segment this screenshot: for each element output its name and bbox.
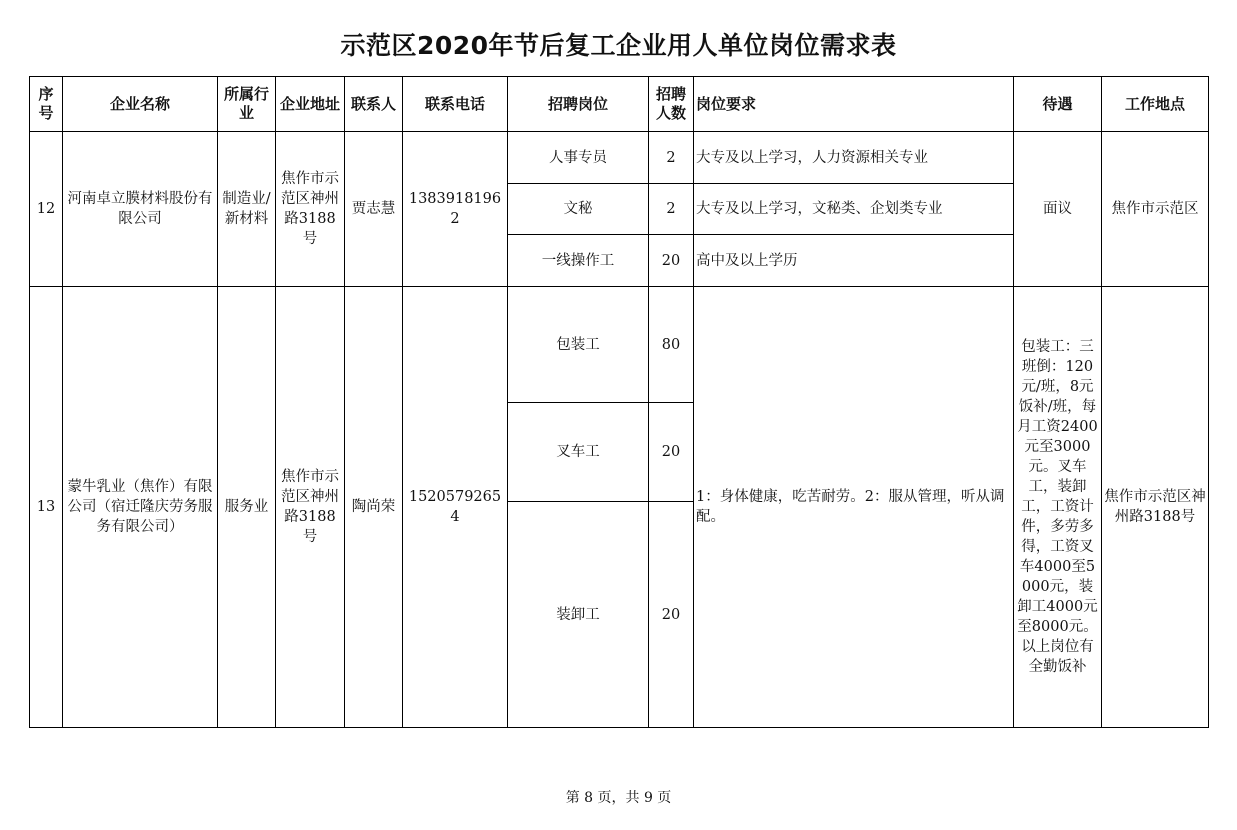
company-contact: 陶尚荣	[345, 287, 403, 728]
position-count: 2	[649, 184, 694, 235]
company-industry: 服务业	[218, 287, 276, 728]
position-requirement: 高中及以上学历	[694, 235, 1014, 287]
company-location: 焦作市示范区	[1102, 132, 1209, 287]
position-post: 文秘	[508, 184, 649, 235]
row-no: 13	[30, 287, 63, 728]
position-count: 2	[649, 132, 694, 184]
position-count: 20	[649, 235, 694, 287]
table-row	[30, 132, 1209, 184]
company-treatment: 面议	[1014, 132, 1102, 287]
company-phone: 15205792654	[403, 287, 508, 728]
col-header-treatment: 待遇	[1014, 77, 1102, 132]
col-header-industry: 所属行业	[218, 77, 276, 132]
position-requirement: 大专及以上学习，文秘类、企划类专业	[694, 184, 1014, 235]
position-requirement: 大专及以上学习，人力资源相关专业	[694, 132, 1014, 184]
company-phone: 13839181962	[403, 132, 508, 287]
position-requirement: 1：身体健康，吃苦耐劳。2：服从管理，听从调配。	[694, 287, 1014, 728]
col-header-address: 企业地址	[276, 77, 345, 132]
col-header-requirement: 岗位要求	[694, 77, 1014, 132]
job-demand-table	[29, 76, 1209, 728]
col-header-location: 工作地点	[1102, 77, 1209, 132]
position-post: 装卸工	[508, 502, 649, 728]
col-header-contact: 联系人	[345, 77, 403, 132]
position-count: 80	[649, 287, 694, 403]
company-contact: 贾志慧	[345, 132, 403, 287]
col-header-company: 企业名称	[63, 77, 218, 132]
col-header-post: 招聘岗位	[508, 77, 649, 132]
col-header-count: 招聘人数	[649, 77, 694, 132]
col-header-no: 序号	[30, 77, 63, 132]
position-post: 人事专员	[508, 132, 649, 184]
position-post: 包装工	[508, 287, 649, 403]
company-location: 焦作市示范区神州路3188号	[1102, 287, 1209, 728]
company-treatment: 包装工：三班倒：120元/班，8元饭补/班，每月工资2400元至3000元。叉车工，装卸工，工资计件，多劳多得，工资叉车4000至5000元，装卸工4000元至8000元。以上岗位有全勤饭补	[1014, 287, 1102, 728]
position-count: 20	[649, 502, 694, 728]
company-address: 焦作市示范区神州路3188号	[276, 132, 345, 287]
company-address: 焦作市示范区神州路3188号	[276, 287, 345, 728]
page-footer: 第 8 页，共 9 页	[565, 790, 672, 806]
row-no: 12	[30, 132, 63, 287]
position-count: 20	[649, 403, 694, 502]
col-header-phone: 联系电话	[403, 77, 508, 132]
position-post: 叉车工	[508, 403, 649, 502]
position-post: 一线操作工	[508, 235, 649, 287]
table-row	[30, 287, 1209, 403]
company-name: 河南卓立膜材料股份有限公司	[63, 132, 218, 287]
page-title: 示范区2020年节后复工企业用人单位岗位需求表	[340, 31, 897, 60]
header-row	[30, 77, 1209, 132]
company-name: 蒙牛乳业（焦作）有限公司（宿迁隆庆劳务服务有限公司）	[63, 287, 218, 728]
company-industry: 制造业/新材料	[218, 132, 276, 287]
